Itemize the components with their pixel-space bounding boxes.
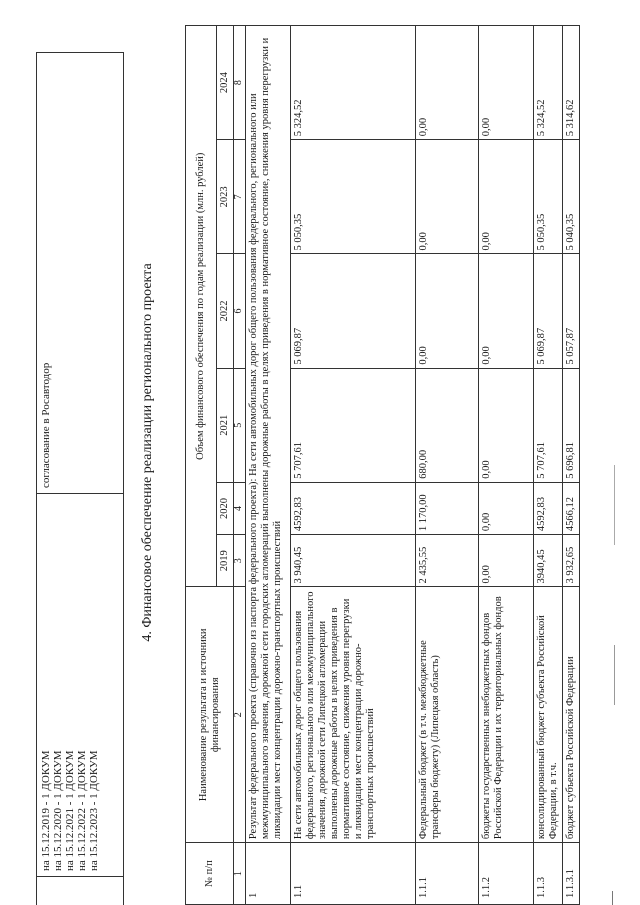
column-number: 4: [234, 482, 246, 534]
row-num: 1.1: [291, 843, 416, 905]
row-num: 1.1.2: [479, 843, 534, 905]
row-value: 680,00: [416, 368, 479, 482]
approval-status-cell: согласование в Росавтодор: [37, 53, 124, 494]
scan-artifact-line: [614, 465, 615, 545]
row-value: 3 932,65: [563, 535, 580, 587]
row-name: бюджет субъекта Российской Федерации: [563, 587, 580, 843]
row-value: 0,00: [416, 140, 479, 254]
row-value: 0,00: [479, 254, 534, 368]
column-number: 1: [234, 843, 246, 905]
table-row: [291, 26, 416, 905]
column-number: 6: [234, 254, 246, 368]
row-value: 5 707,61: [534, 368, 563, 482]
section-title: 4. Финансовое обеспечение реализации регионального проекта: [140, 263, 155, 642]
result-row: [246, 26, 291, 905]
row-num: 1.1.3.1: [563, 843, 580, 905]
result-num: 1: [246, 843, 291, 905]
row-value: 5 040,35: [563, 140, 580, 254]
row-value: 5 050,35: [291, 140, 416, 254]
row-value: 5 707,61: [291, 368, 416, 482]
row-value: 5 696,81: [563, 368, 580, 482]
row-value: 0,00: [416, 26, 479, 140]
row-num: 1.1.1: [416, 843, 479, 905]
approval-date-line: на 15.12.2019 - 1 ДОКУМ: [40, 750, 52, 871]
row-value: 3940,45: [534, 535, 563, 587]
column-number: 3: [234, 535, 246, 587]
approval-dates-cell: [37, 494, 124, 877]
financing-table: [185, 25, 580, 905]
row-name: консолидированный бюджет субъекта Российской Федерации, в т.ч.: [534, 587, 563, 843]
column-number: 8: [234, 26, 246, 140]
row-value: 4592,83: [534, 482, 563, 534]
row-value: 5 314,62: [563, 26, 580, 140]
header-year: 2019: [217, 535, 234, 587]
row-value: 5 057,87: [563, 254, 580, 368]
header-volume: Объем финансового обеспечения по годам реализации (млн. рублей): [186, 26, 217, 587]
row-value: 0,00: [479, 26, 534, 140]
scan-artifact-line: [614, 645, 615, 705]
header-row: [186, 26, 217, 905]
row-num: 1.1.3: [534, 843, 563, 905]
column-numbers-row: [234, 26, 246, 905]
column-number: 2: [234, 587, 246, 843]
row-value: 5 324,52: [534, 26, 563, 140]
approval-table-left-cell: [37, 877, 124, 905]
row-name: бюджеты государственных внебюджетных фондов Российской Федерации и их территориальных фондов: [479, 587, 534, 843]
table-row: [479, 26, 534, 905]
row-value: 0,00: [416, 254, 479, 368]
header-year: 2021: [217, 368, 234, 482]
approval-table: [36, 52, 124, 905]
column-number: 5: [234, 368, 246, 482]
header-name: Наименование результата и источники финансирования: [186, 587, 234, 843]
table-row: [563, 26, 580, 905]
row-value: 2 435,55: [416, 535, 479, 587]
approval-date-line: на 15.12.2022 - 1 ДОКУМ: [76, 750, 88, 871]
row-value: 4566,12: [563, 482, 580, 534]
row-name: На сети автомобильных дорог общего пользования федерального, регионального или межмуниципального значения, дорожной сети Липецкой агломерации выполнены дорожные работы в целях приведения в нормативное состояние, снижения уровня перегрузки и ликвидации мест концентрации дорожно-транспортных происшествий: [291, 587, 416, 843]
table-row: [534, 26, 563, 905]
row-value: 0,00: [479, 535, 534, 587]
row-name: Федеральный бюджет (в т.ч. межбюджетные трансферы бюджету) (Липецкая область): [416, 587, 479, 843]
row-value: 5 069,87: [291, 254, 416, 368]
result-text: Результат федерального проекта (справочно из паспорта федерального проекта): На сети автомобильных дорог общего пользования федерального, регионального или межмуниципального значения, дорожной сети городских агломераций выполнены дорожные работы в целях приведения в нормативное состояние, снижения уровня перегрузки и ликвидации мест концентрации дорожно-транспортных происшествий: [246, 26, 291, 843]
row-value: 1 170,00: [416, 482, 479, 534]
approval-date-line: на 15.12.2020 - 1 ДОКУМ: [52, 750, 64, 871]
row-value: 0,00: [479, 140, 534, 254]
header-year: 2024: [217, 26, 234, 140]
row-value: 5 069,87: [534, 254, 563, 368]
column-number: 7: [234, 140, 246, 254]
scan-artifact-line: [612, 891, 613, 905]
row-value: 5 050,35: [534, 140, 563, 254]
row-value: 0,00: [479, 368, 534, 482]
row-value: 0,00: [479, 482, 534, 534]
approval-date-line: на 15.12.2023 - 1 ДОКУМ: [88, 750, 100, 871]
header-num: № п/п: [186, 843, 234, 905]
header-year: 2023: [217, 140, 234, 254]
header-year: 2020: [217, 482, 234, 534]
row-value: 4592,83: [291, 482, 416, 534]
table-row: [416, 26, 479, 905]
row-value: 5 324,52: [291, 26, 416, 140]
row-value: 3 940,45: [291, 535, 416, 587]
approval-date-line: на 15.12.2021 - 1 ДОКУМ: [64, 750, 76, 871]
header-year: 2022: [217, 254, 234, 368]
